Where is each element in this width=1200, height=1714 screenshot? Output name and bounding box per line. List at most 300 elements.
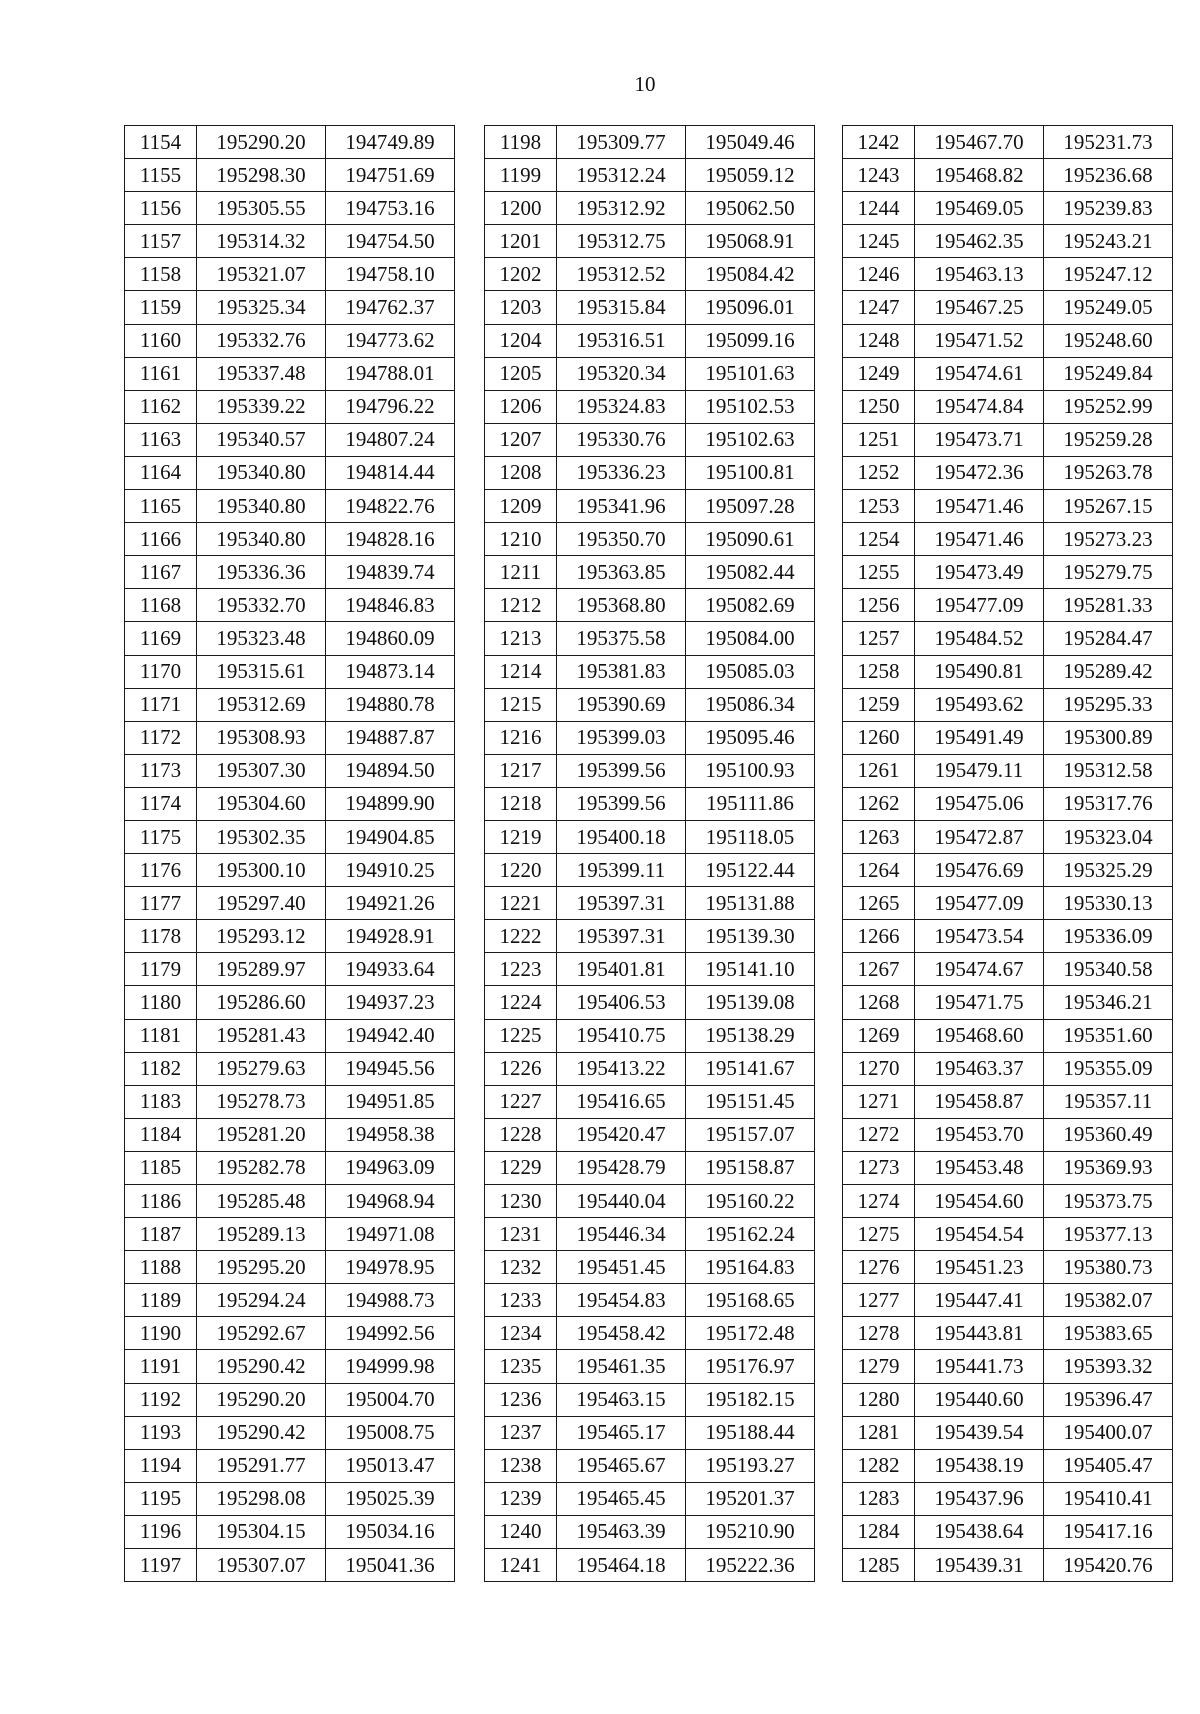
x-coordinate-cell: 195416.65 xyxy=(557,1085,686,1118)
point-number-cell: 1191 xyxy=(125,1350,197,1383)
x-coordinate-cell: 195339.22 xyxy=(197,390,326,423)
table-row xyxy=(485,589,815,622)
y-coordinate-cell: 195025.39 xyxy=(326,1482,455,1515)
y-coordinate-cell: 195248.60 xyxy=(1044,324,1173,357)
x-coordinate-cell: 195476.69 xyxy=(915,854,1044,887)
x-coordinate-cell: 195490.81 xyxy=(915,655,1044,688)
y-coordinate-cell: 194971.08 xyxy=(326,1218,455,1251)
x-coordinate-cell: 195340.80 xyxy=(197,456,326,489)
point-number-cell: 1220 xyxy=(485,854,557,887)
x-coordinate-cell: 195298.30 xyxy=(197,159,326,192)
point-number-cell: 1195 xyxy=(125,1482,197,1515)
table-row xyxy=(125,324,455,357)
point-number-cell: 1178 xyxy=(125,920,197,953)
x-coordinate-cell: 195308.93 xyxy=(197,721,326,754)
table-row xyxy=(125,787,455,820)
point-number-cell: 1264 xyxy=(843,854,915,887)
x-coordinate-cell: 195438.19 xyxy=(915,1449,1044,1482)
x-coordinate-cell: 195281.20 xyxy=(197,1118,326,1151)
table-row xyxy=(125,1549,455,1582)
y-coordinate-cell: 195004.70 xyxy=(326,1383,455,1416)
table-row xyxy=(485,953,815,986)
y-coordinate-cell: 195252.99 xyxy=(1044,390,1173,423)
point-number-cell: 1206 xyxy=(485,390,557,423)
point-number-cell: 1158 xyxy=(125,258,197,291)
table-row xyxy=(843,1317,1173,1350)
y-coordinate-cell: 195357.11 xyxy=(1044,1085,1173,1118)
x-coordinate-cell: 195410.75 xyxy=(557,1019,686,1052)
x-coordinate-cell: 195399.11 xyxy=(557,854,686,887)
x-coordinate-cell: 195463.15 xyxy=(557,1383,686,1416)
table-row xyxy=(843,920,1173,953)
x-coordinate-cell: 195458.87 xyxy=(915,1085,1044,1118)
point-number-cell: 1224 xyxy=(485,986,557,1019)
y-coordinate-cell: 195393.32 xyxy=(1044,1350,1173,1383)
table-row xyxy=(125,490,455,523)
y-coordinate-cell: 195289.42 xyxy=(1044,655,1173,688)
x-coordinate-cell: 195438.64 xyxy=(915,1515,1044,1548)
y-coordinate-cell: 195059.12 xyxy=(686,159,815,192)
point-number-cell: 1212 xyxy=(485,589,557,622)
x-coordinate-cell: 195475.06 xyxy=(915,787,1044,820)
x-coordinate-cell: 195300.10 xyxy=(197,854,326,887)
point-number-cell: 1233 xyxy=(485,1284,557,1317)
point-number-cell: 1225 xyxy=(485,1019,557,1052)
table-row xyxy=(485,291,815,324)
y-coordinate-cell: 195062.50 xyxy=(686,192,815,225)
table-row xyxy=(485,1085,815,1118)
x-coordinate-cell: 195291.77 xyxy=(197,1449,326,1482)
y-coordinate-cell: 194788.01 xyxy=(326,357,455,390)
point-number-cell: 1184 xyxy=(125,1118,197,1151)
x-coordinate-cell: 195340.57 xyxy=(197,423,326,456)
y-coordinate-cell: 195188.44 xyxy=(686,1416,815,1449)
y-coordinate-cell: 194988.73 xyxy=(326,1284,455,1317)
point-number-cell: 1186 xyxy=(125,1185,197,1218)
x-coordinate-cell: 195399.56 xyxy=(557,754,686,787)
y-coordinate-cell: 195279.75 xyxy=(1044,556,1173,589)
x-coordinate-cell: 195465.45 xyxy=(557,1482,686,1515)
point-number-cell: 1254 xyxy=(843,523,915,556)
table-row xyxy=(843,192,1173,225)
y-coordinate-cell: 195168.65 xyxy=(686,1284,815,1317)
point-number-cell: 1219 xyxy=(485,820,557,853)
x-coordinate-cell: 195332.70 xyxy=(197,589,326,622)
table-row xyxy=(125,456,455,489)
point-number-cell: 1266 xyxy=(843,920,915,953)
table-row xyxy=(485,556,815,589)
x-coordinate-cell: 195446.34 xyxy=(557,1218,686,1251)
point-number-cell: 1236 xyxy=(485,1383,557,1416)
y-coordinate-cell: 195281.33 xyxy=(1044,589,1173,622)
table-row xyxy=(125,1251,455,1284)
table-row xyxy=(125,225,455,258)
x-coordinate-cell: 195441.73 xyxy=(915,1350,1044,1383)
y-coordinate-cell: 195086.34 xyxy=(686,688,815,721)
y-coordinate-cell: 195101.63 xyxy=(686,357,815,390)
table-row xyxy=(125,423,455,456)
y-coordinate-cell: 195157.07 xyxy=(686,1118,815,1151)
point-number-cell: 1268 xyxy=(843,986,915,1019)
point-number-cell: 1176 xyxy=(125,854,197,887)
table-row xyxy=(843,1383,1173,1416)
point-number-cell: 1207 xyxy=(485,423,557,456)
y-coordinate-cell: 194807.24 xyxy=(326,423,455,456)
table-row xyxy=(125,556,455,589)
point-number-cell: 1274 xyxy=(843,1185,915,1218)
table-row xyxy=(485,456,815,489)
point-number-cell: 1214 xyxy=(485,655,557,688)
x-coordinate-cell: 195462.35 xyxy=(915,225,1044,258)
table-row xyxy=(485,1482,815,1515)
point-number-cell: 1188 xyxy=(125,1251,197,1284)
y-coordinate-cell: 195082.69 xyxy=(686,589,815,622)
x-coordinate-cell: 195465.17 xyxy=(557,1416,686,1449)
x-coordinate-cell: 195493.62 xyxy=(915,688,1044,721)
y-coordinate-cell: 194822.76 xyxy=(326,490,455,523)
point-number-cell: 1234 xyxy=(485,1317,557,1350)
table-row xyxy=(843,1350,1173,1383)
x-coordinate-cell: 195443.81 xyxy=(915,1317,1044,1350)
y-coordinate-cell: 195122.44 xyxy=(686,854,815,887)
x-coordinate-cell: 195315.61 xyxy=(197,655,326,688)
x-coordinate-cell: 195453.48 xyxy=(915,1151,1044,1184)
point-number-cell: 1209 xyxy=(485,490,557,523)
y-coordinate-cell: 195041.36 xyxy=(326,1549,455,1582)
y-coordinate-cell: 194978.95 xyxy=(326,1251,455,1284)
table-row xyxy=(843,159,1173,192)
x-coordinate-cell: 195413.22 xyxy=(557,1052,686,1085)
point-number-cell: 1183 xyxy=(125,1085,197,1118)
table-row xyxy=(843,126,1173,159)
x-coordinate-cell: 195302.35 xyxy=(197,820,326,853)
y-coordinate-cell: 195312.58 xyxy=(1044,754,1173,787)
x-coordinate-cell: 195491.49 xyxy=(915,721,1044,754)
y-coordinate-cell: 195355.09 xyxy=(1044,1052,1173,1085)
y-coordinate-cell: 195100.93 xyxy=(686,754,815,787)
point-number-cell: 1168 xyxy=(125,589,197,622)
y-coordinate-cell: 195139.30 xyxy=(686,920,815,953)
table-row xyxy=(125,1218,455,1251)
table-row xyxy=(843,556,1173,589)
y-coordinate-cell: 195034.16 xyxy=(326,1515,455,1548)
point-number-cell: 1275 xyxy=(843,1218,915,1251)
x-coordinate-cell: 195289.13 xyxy=(197,1218,326,1251)
point-number-cell: 1259 xyxy=(843,688,915,721)
y-coordinate-cell: 194880.78 xyxy=(326,688,455,721)
y-coordinate-cell: 195100.81 xyxy=(686,456,815,489)
table-row xyxy=(125,887,455,920)
table-row xyxy=(125,1151,455,1184)
y-coordinate-cell: 195377.13 xyxy=(1044,1218,1173,1251)
point-number-cell: 1271 xyxy=(843,1085,915,1118)
y-coordinate-cell: 194751.69 xyxy=(326,159,455,192)
table-row xyxy=(485,854,815,887)
x-coordinate-cell: 195474.61 xyxy=(915,357,1044,390)
table-row xyxy=(125,192,455,225)
y-coordinate-cell: 195243.21 xyxy=(1044,225,1173,258)
table-row xyxy=(485,159,815,192)
y-coordinate-cell: 195295.33 xyxy=(1044,688,1173,721)
x-coordinate-cell: 195307.07 xyxy=(197,1549,326,1582)
x-coordinate-cell: 195471.52 xyxy=(915,324,1044,357)
y-coordinate-cell: 194910.25 xyxy=(326,854,455,887)
table-row xyxy=(843,721,1173,754)
table-row xyxy=(125,589,455,622)
y-coordinate-cell: 195236.68 xyxy=(1044,159,1173,192)
page-number: 10 xyxy=(634,72,656,96)
point-number-cell: 1218 xyxy=(485,787,557,820)
x-coordinate-cell: 195454.54 xyxy=(915,1218,1044,1251)
y-coordinate-cell: 194968.94 xyxy=(326,1185,455,1218)
table-row xyxy=(485,1284,815,1317)
point-number-cell: 1210 xyxy=(485,523,557,556)
table-row xyxy=(125,1185,455,1218)
table-row xyxy=(485,523,815,556)
point-number-cell: 1262 xyxy=(843,787,915,820)
y-coordinate-cell: 194828.16 xyxy=(326,523,455,556)
point-number-cell: 1187 xyxy=(125,1218,197,1251)
point-number-cell: 1172 xyxy=(125,721,197,754)
point-number-cell: 1278 xyxy=(843,1317,915,1350)
point-number-cell: 1232 xyxy=(485,1251,557,1284)
coordinate-table-1 xyxy=(124,125,455,1582)
y-coordinate-cell: 194814.44 xyxy=(326,456,455,489)
point-number-cell: 1204 xyxy=(485,324,557,357)
y-coordinate-cell: 195231.73 xyxy=(1044,126,1173,159)
point-number-cell: 1242 xyxy=(843,126,915,159)
x-coordinate-cell: 195463.39 xyxy=(557,1515,686,1548)
point-number-cell: 1251 xyxy=(843,423,915,456)
y-coordinate-cell: 195008.75 xyxy=(326,1416,455,1449)
x-coordinate-cell: 195305.55 xyxy=(197,192,326,225)
table-row xyxy=(843,1151,1173,1184)
table-row xyxy=(125,986,455,1019)
table-row xyxy=(843,1085,1173,1118)
x-coordinate-cell: 195321.07 xyxy=(197,258,326,291)
y-coordinate-cell: 195084.42 xyxy=(686,258,815,291)
point-number-cell: 1171 xyxy=(125,688,197,721)
point-number-cell: 1263 xyxy=(843,820,915,853)
x-coordinate-cell: 195467.70 xyxy=(915,126,1044,159)
table-row xyxy=(843,490,1173,523)
x-coordinate-cell: 195484.52 xyxy=(915,622,1044,655)
x-coordinate-cell: 195399.03 xyxy=(557,721,686,754)
table-row xyxy=(125,688,455,721)
table-row xyxy=(125,655,455,688)
x-coordinate-cell: 195463.13 xyxy=(915,258,1044,291)
y-coordinate-cell: 195097.28 xyxy=(686,490,815,523)
y-coordinate-cell: 194796.22 xyxy=(326,390,455,423)
y-coordinate-cell: 194942.40 xyxy=(326,1019,455,1052)
table-row xyxy=(485,1185,815,1218)
point-number-cell: 1197 xyxy=(125,1549,197,1582)
x-coordinate-cell: 195467.25 xyxy=(915,291,1044,324)
point-number-cell: 1272 xyxy=(843,1118,915,1151)
y-coordinate-cell: 195201.37 xyxy=(686,1482,815,1515)
table-row xyxy=(843,986,1173,1019)
x-coordinate-cell: 195336.23 xyxy=(557,456,686,489)
x-coordinate-cell: 195320.34 xyxy=(557,357,686,390)
y-coordinate-cell: 195102.53 xyxy=(686,390,815,423)
x-coordinate-cell: 195294.24 xyxy=(197,1284,326,1317)
x-coordinate-cell: 195400.18 xyxy=(557,820,686,853)
table-row xyxy=(125,622,455,655)
table-row xyxy=(485,1052,815,1085)
point-number-cell: 1169 xyxy=(125,622,197,655)
y-coordinate-cell: 194937.23 xyxy=(326,986,455,1019)
y-coordinate-cell: 195210.90 xyxy=(686,1515,815,1548)
x-coordinate-cell: 195464.18 xyxy=(557,1549,686,1582)
table-row xyxy=(485,390,815,423)
table-row xyxy=(843,523,1173,556)
point-number-cell: 1260 xyxy=(843,721,915,754)
point-number-cell: 1162 xyxy=(125,390,197,423)
table-row xyxy=(485,1251,815,1284)
table-row xyxy=(485,192,815,225)
table-row xyxy=(485,622,815,655)
point-number-cell: 1221 xyxy=(485,887,557,920)
x-coordinate-cell: 195472.36 xyxy=(915,456,1044,489)
table-row xyxy=(843,787,1173,820)
x-coordinate-cell: 195332.76 xyxy=(197,324,326,357)
x-coordinate-cell: 195375.58 xyxy=(557,622,686,655)
point-number-cell: 1208 xyxy=(485,456,557,489)
point-number-cell: 1193 xyxy=(125,1416,197,1449)
x-coordinate-cell: 195474.67 xyxy=(915,953,1044,986)
point-number-cell: 1192 xyxy=(125,1383,197,1416)
y-coordinate-cell: 194773.62 xyxy=(326,324,455,357)
y-coordinate-cell: 195082.44 xyxy=(686,556,815,589)
table-row xyxy=(843,1052,1173,1085)
x-coordinate-cell: 195312.75 xyxy=(557,225,686,258)
point-number-cell: 1238 xyxy=(485,1449,557,1482)
point-number-cell: 1276 xyxy=(843,1251,915,1284)
x-coordinate-cell: 195469.05 xyxy=(915,192,1044,225)
x-coordinate-cell: 195330.76 xyxy=(557,423,686,456)
table-row xyxy=(843,1416,1173,1449)
x-coordinate-cell: 195350.70 xyxy=(557,523,686,556)
table-row xyxy=(843,357,1173,390)
y-coordinate-cell: 194873.14 xyxy=(326,655,455,688)
y-coordinate-cell: 195300.89 xyxy=(1044,721,1173,754)
point-number-cell: 1217 xyxy=(485,754,557,787)
table-row xyxy=(485,1549,815,1582)
y-coordinate-cell: 195273.23 xyxy=(1044,523,1173,556)
x-coordinate-cell: 195471.46 xyxy=(915,523,1044,556)
y-coordinate-cell: 194749.89 xyxy=(326,126,455,159)
y-coordinate-cell: 195383.65 xyxy=(1044,1317,1173,1350)
x-coordinate-cell: 195440.04 xyxy=(557,1185,686,1218)
x-coordinate-cell: 195295.20 xyxy=(197,1251,326,1284)
y-coordinate-cell: 194928.91 xyxy=(326,920,455,953)
point-number-cell: 1258 xyxy=(843,655,915,688)
y-coordinate-cell: 195417.16 xyxy=(1044,1515,1173,1548)
table-row xyxy=(843,622,1173,655)
x-coordinate-cell: 195473.54 xyxy=(915,920,1044,953)
point-number-cell: 1156 xyxy=(125,192,197,225)
table-row xyxy=(485,1350,815,1383)
table-row xyxy=(125,390,455,423)
x-coordinate-cell: 195461.35 xyxy=(557,1350,686,1383)
y-coordinate-cell: 195400.07 xyxy=(1044,1416,1173,1449)
y-coordinate-cell: 195284.47 xyxy=(1044,622,1173,655)
y-coordinate-cell: 195336.09 xyxy=(1044,920,1173,953)
point-number-cell: 1198 xyxy=(485,126,557,159)
point-number-cell: 1273 xyxy=(843,1151,915,1184)
y-coordinate-cell: 195095.46 xyxy=(686,721,815,754)
x-coordinate-cell: 195399.56 xyxy=(557,787,686,820)
x-coordinate-cell: 195336.36 xyxy=(197,556,326,589)
y-coordinate-cell: 195351.60 xyxy=(1044,1019,1173,1052)
x-coordinate-cell: 195420.47 xyxy=(557,1118,686,1151)
y-coordinate-cell: 195380.73 xyxy=(1044,1251,1173,1284)
y-coordinate-cell: 194762.37 xyxy=(326,291,455,324)
table-row xyxy=(485,655,815,688)
table-row xyxy=(485,1118,815,1151)
point-number-cell: 1167 xyxy=(125,556,197,589)
point-number-cell: 1205 xyxy=(485,357,557,390)
x-coordinate-cell: 195282.78 xyxy=(197,1151,326,1184)
y-coordinate-cell: 195182.15 xyxy=(686,1383,815,1416)
y-coordinate-cell: 194958.38 xyxy=(326,1118,455,1151)
y-coordinate-cell: 195141.10 xyxy=(686,953,815,986)
point-number-cell: 1239 xyxy=(485,1482,557,1515)
point-number-cell: 1174 xyxy=(125,787,197,820)
table-row xyxy=(843,1118,1173,1151)
x-coordinate-cell: 195471.46 xyxy=(915,490,1044,523)
point-number-cell: 1163 xyxy=(125,423,197,456)
y-coordinate-cell: 195162.24 xyxy=(686,1218,815,1251)
point-number-cell: 1249 xyxy=(843,357,915,390)
point-number-cell: 1229 xyxy=(485,1151,557,1184)
y-coordinate-cell: 195247.12 xyxy=(1044,258,1173,291)
table-row xyxy=(485,357,815,390)
x-coordinate-cell: 195406.53 xyxy=(557,986,686,1019)
x-coordinate-cell: 195325.34 xyxy=(197,291,326,324)
y-coordinate-cell: 195131.88 xyxy=(686,887,815,920)
y-coordinate-cell: 195151.45 xyxy=(686,1085,815,1118)
point-number-cell: 1179 xyxy=(125,953,197,986)
table-row xyxy=(843,1251,1173,1284)
y-coordinate-cell: 195317.76 xyxy=(1044,787,1173,820)
y-coordinate-cell: 194921.26 xyxy=(326,887,455,920)
x-coordinate-cell: 195289.97 xyxy=(197,953,326,986)
y-coordinate-cell: 194933.64 xyxy=(326,953,455,986)
table-row xyxy=(485,423,815,456)
table-row xyxy=(843,1019,1173,1052)
x-coordinate-cell: 195451.45 xyxy=(557,1251,686,1284)
x-coordinate-cell: 195286.60 xyxy=(197,986,326,1019)
y-coordinate-cell: 195085.03 xyxy=(686,655,815,688)
x-coordinate-cell: 195340.80 xyxy=(197,523,326,556)
y-coordinate-cell: 195267.15 xyxy=(1044,490,1173,523)
table-row xyxy=(485,126,815,159)
table-row xyxy=(125,953,455,986)
y-coordinate-cell: 194894.50 xyxy=(326,754,455,787)
table-row xyxy=(843,423,1173,456)
x-coordinate-cell: 195453.70 xyxy=(915,1118,1044,1151)
point-number-cell: 1175 xyxy=(125,820,197,853)
point-number-cell: 1253 xyxy=(843,490,915,523)
point-number-cell: 1157 xyxy=(125,225,197,258)
table-row xyxy=(843,1515,1173,1548)
point-number-cell: 1257 xyxy=(843,622,915,655)
x-coordinate-cell: 195458.42 xyxy=(557,1317,686,1350)
table-row xyxy=(485,1515,815,1548)
point-number-cell: 1237 xyxy=(485,1416,557,1449)
y-coordinate-cell: 195084.00 xyxy=(686,622,815,655)
